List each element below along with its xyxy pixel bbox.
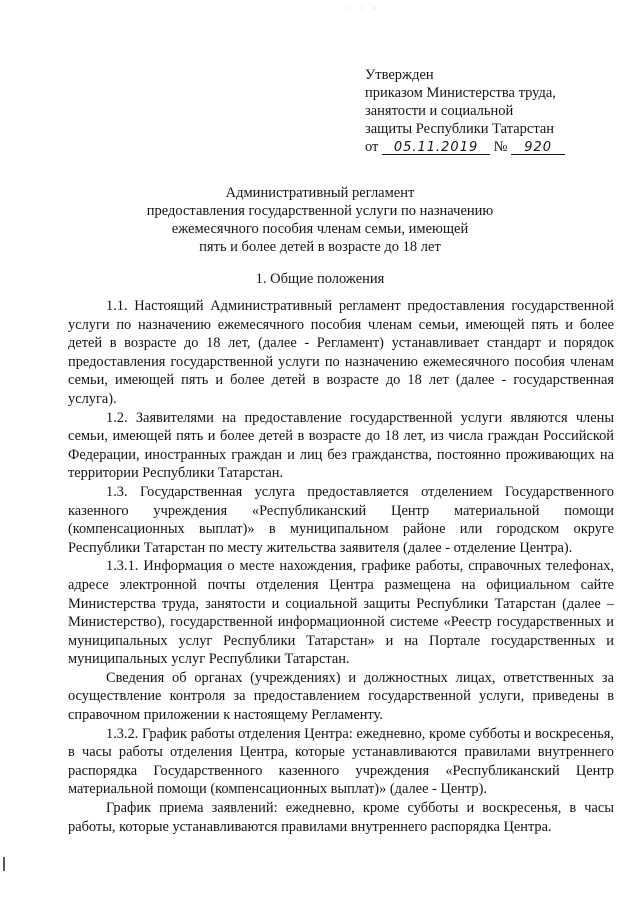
title-line-1: Административный регламент (225, 185, 415, 201)
approval-stamp (365, 66, 595, 156)
paragraph-1-2: 1.2. Заявителями на предоставление государственной услуги являются члены семьи, имеющей пять и более детей в возрасте до 18 лет, из числа граждан Российской Федерации, иностранных граждан и лиц без гражданства, постоянно проживающих на территории Республики Татарстан. (68, 409, 614, 482)
approval-line-4: защиты Республики Татарстан (365, 121, 555, 137)
approval-date-line (365, 138, 595, 156)
section-heading: 1. Общие положения (255, 271, 385, 287)
paragraph-control-info: Сведения об органах (учреждениях) и должностных лицах, ответственных за осуществление контроля за предоставлением государственной услуги, приведены в справочном приложении к настоящему Регламенту. (68, 669, 614, 724)
number-prefix: № (493, 139, 508, 155)
scan-artifact: · · · (348, 4, 380, 13)
title-line-3: ежемесячного пособия членам семьи, имеющей (171, 221, 469, 237)
paragraph-1-3-2: 1.3.2. График работы отделения Центра: ежедневно, кроме субботы и воскресенья, в часы работы отделения Центра, которые устанавливаются правилами внутреннего распорядка Государственного казенного учреждения «Республиканский Центр материальной помощи (компенсационных выплат)» (далее - Центр). (68, 725, 614, 798)
document-body (68, 297, 614, 836)
approval-line-3: занятости и социальной (365, 103, 514, 119)
paragraph-1-3: 1.3. Государственная услуга предоставляется отделением Государственного казенного учреждения «Республиканский Центр материальной помощи (компенсационных выплат)» в муниципальном районе или городском округе Республики Татарстан по месту жительства заявителя (далее - отделение Центра). (68, 483, 614, 556)
title-line-2: предоставления государственной услуги по назначению (146, 203, 494, 219)
document-title (90, 184, 550, 256)
paragraph-1-3-1: 1.3.1. Информация о месте нахождения, графике работы, справочных телефонах, адресе электронной почты отделения Центра размещена на официальном сайте Министерства труда, занятости и социальной защиты Республики Татарстан (далее – Министерство), государственной информационной системе «Реестр государственных и муниципальных услуг Республики Татарстан» и на Портале государственных и муниципальных услуг Республики Татарстан. (68, 558, 614, 668)
approval-line-1: Утвержден (365, 67, 434, 83)
paragraph-reception-schedule: График приема заявлений: ежедневно, кроме субботы и воскресенья, в часы работы, которые устанавливаются правилами внутреннего распорядка Центра. (68, 800, 614, 835)
handwritten-date: 05.11.2019 (382, 141, 490, 155)
date-prefix: от (365, 139, 379, 155)
title-line-4: пять и более детей в возрасте до 18 лет (199, 239, 441, 255)
handwritten-number: 920 (511, 141, 565, 155)
paragraph-1-1: 1.1. Настоящий Административный регламент предоставления государственной услуги по назначению ежемесячного пособия членам семьи, имеющей пять и более детей в возрасте до 18 лет, (далее - Регламент) устанавливает стандарт и порядок предоставления государственной услуги по назначению ежемесячного пособия членам семьи, имеющей пять и более детей в возрасте до 18 лет (далее - государственная услуга). (68, 298, 614, 407)
approval-line-2: приказом Министерства труда, (365, 85, 556, 101)
scan-edge-mark (3, 857, 5, 871)
